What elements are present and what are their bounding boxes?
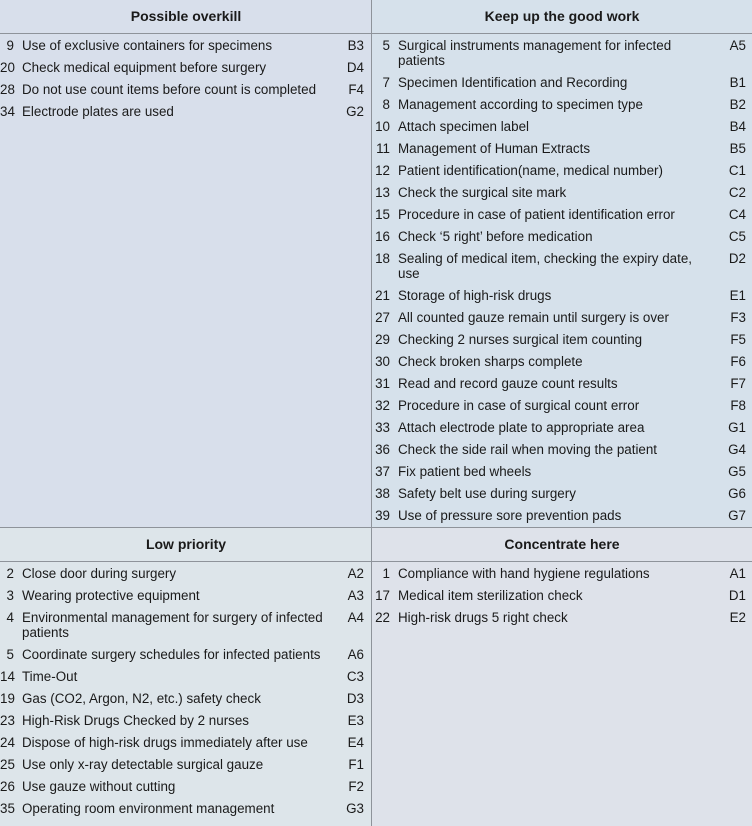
item-num: 18 [375, 251, 390, 266]
item-text: Attach electrode plate to appropriate area [398, 420, 645, 435]
vertical-divider [371, 0, 372, 826]
list-item [372, 351, 752, 373]
list-item [372, 307, 752, 329]
item-code: G5 [728, 464, 746, 479]
item-text: Coordinate surgery schedules for infected patients [22, 647, 321, 662]
list-item [372, 395, 752, 417]
item-text: Dispose of high-risk drugs immediately after use [22, 735, 308, 750]
item-text: Check the side rail when moving the patient [398, 442, 658, 457]
item-num: 22 [375, 610, 390, 625]
item-code: E2 [729, 610, 746, 625]
list-item [0, 754, 372, 776]
item-text: Check ‘5 right’ before medication [398, 229, 593, 244]
item-text: Use only x-ray detectable surgical gauze [22, 757, 264, 772]
item-num: 17 [375, 588, 390, 603]
item-code: C3 [346, 669, 364, 684]
item-text: High-risk drugs 5 right check [398, 610, 568, 625]
item-code: F1 [348, 757, 364, 772]
item-code: A1 [729, 566, 746, 581]
item-num: 5 [382, 38, 390, 53]
item-text: Management of Human Extracts [398, 141, 591, 156]
item-code: D3 [346, 691, 364, 706]
item-num: 34 [0, 104, 15, 119]
item-text: Environmental management for surgery of infected patients [22, 610, 323, 640]
item-num: 8 [382, 97, 390, 112]
item-text: Storage of high-risk drugs [398, 288, 552, 303]
item-text: Use of pressure sore prevention pads [398, 508, 622, 523]
item-num: 20 [0, 60, 15, 75]
item-text: Fix patient bed wheels [398, 464, 532, 479]
item-num: 19 [0, 691, 15, 706]
item-text: Specimen Identification and Recording [398, 75, 628, 90]
item-text: Checking 2 nurses surgical item counting [398, 332, 643, 347]
list-item [372, 505, 752, 527]
item-num: 9 [6, 38, 14, 53]
item-text: Attach specimen label [398, 119, 530, 134]
list-item [0, 35, 372, 57]
item-list [372, 562, 752, 629]
quadrant-title: Possible overkill [0, 0, 372, 34]
item-code: C1 [728, 163, 746, 178]
item-list [0, 562, 372, 820]
list-item [0, 666, 372, 688]
item-code: C5 [728, 229, 746, 244]
item-num: 37 [375, 464, 390, 479]
item-num: 4 [6, 610, 14, 625]
item-text: Use gauze without cutting [22, 779, 176, 794]
item-num: 31 [375, 376, 390, 391]
item-text: Time-Out [22, 669, 78, 684]
list-item [372, 585, 752, 607]
item-num: 39 [375, 508, 390, 523]
quadrant-title: Keep up the good work [372, 0, 752, 34]
list-item [0, 57, 372, 79]
item-text: Close door during surgery [22, 566, 177, 581]
list-item [0, 79, 372, 101]
item-code: A5 [729, 38, 746, 53]
item-num: 7 [382, 75, 390, 90]
item-num: 13 [375, 185, 390, 200]
item-num: 21 [375, 288, 390, 303]
item-code: A4 [347, 610, 364, 625]
item-num: 36 [375, 442, 390, 457]
item-text: High-Risk Drugs Checked by 2 nurses [22, 713, 249, 728]
item-num: 35 [0, 801, 15, 816]
quadrant-low-priority [0, 528, 372, 826]
item-code: A6 [347, 647, 364, 662]
item-code: F5 [730, 332, 746, 347]
item-code: E4 [347, 735, 364, 750]
item-code: B3 [347, 38, 364, 53]
item-code: F4 [348, 82, 364, 97]
item-text: Safety belt use during surgery [398, 486, 576, 501]
item-num: 29 [375, 332, 390, 347]
item-code: D1 [728, 588, 746, 603]
item-text: Medical item sterilization check [398, 588, 583, 603]
item-num: 26 [0, 779, 15, 794]
item-text: Management according to specimen type [398, 97, 643, 112]
quadrant-keep-up-good-work [372, 0, 752, 528]
item-code: G3 [346, 801, 364, 816]
item-text: Sealing of medical item, checking the expiry date, use [398, 251, 693, 281]
list-item [372, 182, 752, 204]
item-code: G1 [728, 420, 746, 435]
item-num: 12 [375, 163, 390, 178]
item-text: Do not use count items before count is completed [22, 82, 317, 97]
item-text: All counted gauze remain until surgery is over [398, 310, 669, 325]
list-item [372, 373, 752, 395]
quadrant-possible-overkill [0, 0, 372, 528]
item-num: 25 [0, 757, 15, 772]
list-item [372, 285, 752, 307]
list-item [372, 72, 752, 94]
item-text: Surgical instruments management for infected patients [398, 38, 672, 68]
list-item [372, 607, 752, 629]
item-list [372, 34, 752, 527]
item-list [0, 34, 372, 123]
item-text: Compliance with hand hygiene regulations [398, 566, 650, 581]
item-code: F7 [730, 376, 746, 391]
item-num: 10 [375, 119, 390, 134]
item-num: 14 [0, 669, 15, 684]
item-text: Check medical equipment before surgery [22, 60, 267, 75]
item-num: 2 [6, 566, 14, 581]
list-item [0, 732, 372, 754]
item-num: 16 [375, 229, 390, 244]
item-code: A2 [347, 566, 364, 581]
item-code: B2 [729, 97, 746, 112]
list-item [0, 798, 372, 820]
item-code: E1 [729, 288, 746, 303]
item-text: Wearing protective equipment [22, 588, 200, 603]
item-text: Read and record gauze count results [398, 376, 618, 391]
item-num: 27 [375, 310, 390, 325]
list-item [0, 688, 372, 710]
list-item [0, 710, 372, 732]
item-code: B4 [729, 119, 746, 134]
item-num: 32 [375, 398, 390, 413]
list-item [0, 607, 372, 644]
list-item [372, 204, 752, 226]
item-code: G2 [346, 104, 364, 119]
item-num: 24 [0, 735, 15, 750]
list-item [0, 585, 372, 607]
item-code: F8 [730, 398, 746, 413]
item-num: 23 [0, 713, 15, 728]
item-num: 5 [6, 647, 14, 662]
quadrant-concentrate-here [372, 528, 752, 826]
list-item [372, 439, 752, 461]
item-num: 38 [375, 486, 390, 501]
item-text: Patient identification(name, medical number) [398, 163, 663, 178]
horizontal-divider [0, 527, 752, 528]
item-code: G4 [728, 442, 746, 457]
list-item [372, 563, 752, 585]
item-num: 33 [375, 420, 390, 435]
item-text: Check broken sharps complete [398, 354, 583, 369]
item-text: Use of exclusive containers for specimens [22, 38, 273, 53]
quadrant-title: Low priority [0, 528, 372, 562]
item-text: Gas (CO2, Argon, N2, etc.) safety check [22, 691, 261, 706]
item-text: Check the surgical site mark [398, 185, 567, 200]
item-code: D2 [728, 251, 746, 266]
item-code: F3 [730, 310, 746, 325]
item-code: G7 [728, 508, 746, 523]
item-code: D4 [346, 60, 364, 75]
item-code: C2 [728, 185, 746, 200]
item-code: A3 [347, 588, 364, 603]
list-item [0, 776, 372, 798]
item-code: B5 [729, 141, 746, 156]
item-code: B1 [729, 75, 746, 90]
list-item [372, 94, 752, 116]
list-item [372, 417, 752, 439]
list-item [372, 461, 752, 483]
item-code: G6 [728, 486, 746, 501]
item-code: C4 [728, 207, 746, 222]
item-text: Procedure in case of patient identification error [398, 207, 675, 222]
list-item [0, 644, 372, 666]
item-code: F6 [730, 354, 746, 369]
item-text: Operating room environment management [22, 801, 275, 816]
list-item [0, 563, 372, 585]
item-code: F2 [348, 779, 364, 794]
item-text: Electrode plates are used [22, 104, 174, 119]
list-item [372, 483, 752, 505]
item-num: 15 [375, 207, 390, 222]
item-num: 11 [376, 141, 390, 156]
quadrant-title: Concentrate here [372, 528, 752, 562]
item-num: 30 [375, 354, 390, 369]
list-item [372, 248, 752, 285]
item-num: 28 [0, 82, 15, 97]
item-code: E3 [347, 713, 364, 728]
list-item [372, 138, 752, 160]
item-num: 1 [382, 566, 390, 581]
list-item [0, 101, 372, 123]
item-text: Procedure in case of surgical count error [398, 398, 640, 413]
list-item [372, 35, 752, 72]
list-item [372, 226, 752, 248]
list-item [372, 329, 752, 351]
list-item [372, 160, 752, 182]
list-item [372, 116, 752, 138]
item-num: 3 [6, 588, 14, 603]
